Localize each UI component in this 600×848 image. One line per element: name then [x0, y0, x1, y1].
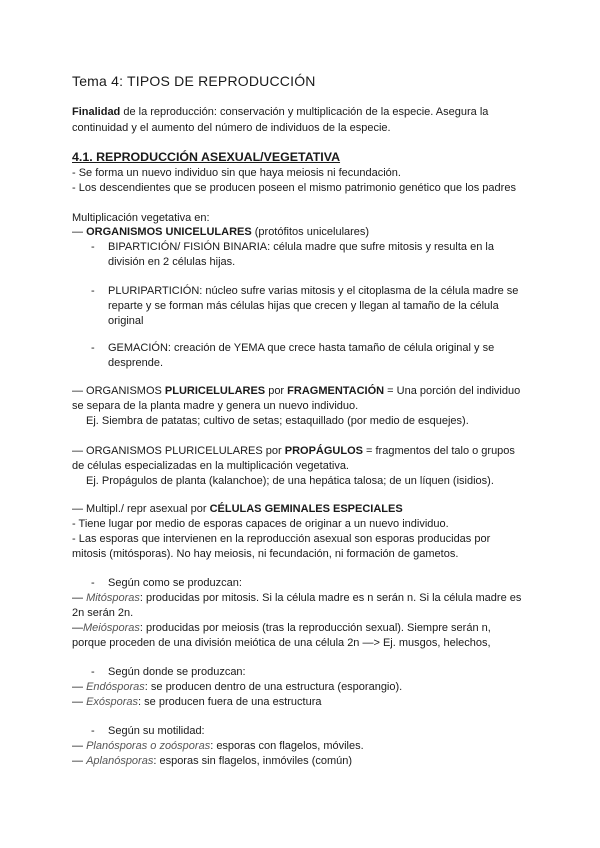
- esporas-line-3: - Las esporas que intervienen en la reproducción asexual son esporas producidas por: [72, 533, 491, 545]
- exosporas-line: — Exósporas: se producen fuera de una estructura: [72, 696, 322, 708]
- propagulos-example: Ej. Propágulos de planta (kalanchoe); de una hepática talosa; de un líquen (isidios).: [86, 475, 494, 487]
- esporas-line-4: mitosis (mitósporas). No hay meiosis, ni fecundación, ni formación de gametos.: [72, 548, 459, 560]
- finalidad-line-2: continuidad y el aumento del número de individuos de la especie.: [72, 122, 391, 134]
- como-dash: -: [91, 577, 95, 589]
- meiosporas-line-1: —Meiósporas: producidas por meiosis (tras la reproducción sexual). Siempre serán n,: [72, 622, 491, 634]
- propagulos-line-1: — ORGANISMOS PLURICELULARES por PROPÁGULOS = fragmentos del talo o grupos: [72, 445, 515, 457]
- mitosporas-line-2: 2n serán 2n.: [72, 607, 134, 619]
- mitosporas-line-1: — Mitósporas: producidas por mitosis. Si la célula madre es n serán n. Si la célula madre es: [72, 592, 522, 604]
- como-heading: Según como se produzcan:: [108, 577, 242, 589]
- biparticion-line-1: BIPARTICIÓN/ FISIÓN BINARIA: célula madre que sufre mitosis y resulta en la: [108, 241, 494, 253]
- page-title: Tema 4: TIPOS DE REPRODUCCIÓN: [72, 73, 316, 89]
- donde-heading: Según donde se produzcan:: [108, 666, 246, 678]
- aplanosporas-line: — Aplanósporas: esporas sin flagelos, inmóviles (común): [72, 755, 353, 767]
- pluriparticion-line-1: PLURIPARTICIÓN: núcleo sufre varias mitosis y el citoplasma de la célula madre se: [108, 285, 519, 297]
- gemacion-dash: -: [91, 342, 95, 354]
- endosporas-line: — Endósporas: se producen dentro de una estructura (esporangio).: [72, 681, 403, 693]
- bipartición-dash: -: [91, 241, 95, 253]
- finalidad-label: Finalidad: [72, 106, 121, 118]
- gemacion-line-2: desprende.: [108, 357, 164, 369]
- veg-intro: Multiplicación vegetativa en:: [72, 212, 210, 224]
- fragmentacion-example: Ej. Siembra de patatas; cultivo de setas; estaquillado (por medio de esquejes).: [86, 415, 469, 427]
- motilidad-dash: -: [91, 725, 95, 737]
- gemacion-line-1: GEMACIÓN: creación de YEMA que crece hasta tamaño de célula original y se: [108, 342, 495, 354]
- motilidad-heading: Según su motilidad:: [108, 725, 205, 737]
- biparticion-line-2: división en 2 células hijas.: [108, 256, 236, 268]
- pluriparticion-line-3: original: [108, 315, 144, 327]
- unicelulares-line: — ORGANISMOS UNICELULARES (protófitos unicelulares): [72, 226, 370, 238]
- pluriparticion-line-2: reparte y se forman más células hijas que crecen y llegan al tamaño de la célula: [108, 300, 499, 312]
- esporas-line-1: — Multipl./ repr asexual por CÉLULAS GEMINALES ESPECIALES: [72, 503, 403, 515]
- asexual-bullet-1: - Se forma un nuevo individuo sin que haya meiosis ni fecundación.: [72, 167, 401, 179]
- planosporas-line: — Planósporas o zoósporas: esporas con flagelos, móviles.: [72, 740, 364, 752]
- finalidad-line-1: Finalidad de la reproducción: conservación y multiplicación de la especie. Asegura la: [72, 106, 489, 118]
- esporas-line-2: - Tiene lugar por medio de esporas capaces de originar a un nuevo individuo.: [72, 518, 449, 530]
- propagulos-line-2: de células especializadas en la multiplicación vegetativa.: [72, 460, 349, 472]
- fragmentacion-line-1: — ORGANISMOS PLURICELULARES por FRAGMENTACIÓN = Una porción del individuo: [72, 385, 521, 397]
- section-heading: 4.1. REPRODUCCIÓN ASEXUAL/VEGETATIVA: [72, 150, 341, 164]
- fragmentacion-line-2: se separa de la planta madre y genera un nuevo individuo.: [72, 400, 359, 412]
- meiosporas-line-2: porque proceden de una división meiótica de una célula 2n —> Ej. musgos, helechos,: [72, 637, 491, 649]
- donde-dash: -: [91, 666, 95, 678]
- asexual-bullet-2: - Los descendientes que se producen poseen el mismo patrimonio genético que los padres: [72, 182, 516, 194]
- pluriparticion-dash: -: [91, 285, 95, 297]
